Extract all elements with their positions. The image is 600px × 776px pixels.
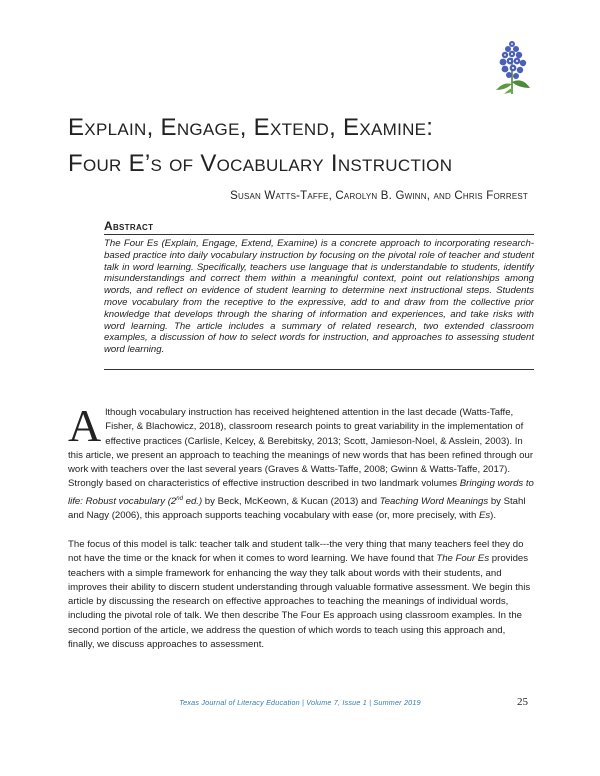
abstract-heading: Abstract bbox=[104, 219, 154, 233]
title-line-2: Four E’s of Vocabulary Instruction bbox=[68, 150, 453, 177]
book-title-1: Bringing words to life: Robust vocabulary (2nd ed.) bbox=[68, 478, 534, 507]
journal-footer: Texas Journal of Literacy Education | Volume 7, Issue 1 | Summer 2019 bbox=[179, 698, 421, 707]
para1-text-b: by Beck, McKeown, & Kucan (2013) and bbox=[202, 495, 380, 507]
abstract-text: The Four Es (Explain, Engage, Extend, Examine) is a concrete approach to incorporating research-based practice into daily vocabulary instruction by focusing on the pivotal role of teacher and student talk in word learning. Specifically, teachers use language that is understandable to students, identify misunderstandings and correct them within a meaningful context, point out relationships among words, and reflect on evidence of student learning to determine next instructional steps. Students move vocabulary from the receptive to the expressive, add to and draw from the collective prior knowledge that develops through the sharing of information and experiences, and take risks with word learning. The article includes a summary of related research, two extended classroom examples, a discussion of how to select words for instruction, and approaches to assessing student word learning. bbox=[104, 238, 534, 356]
para1-text-a: lthough vocabulary instruction has received heightened attention in the last decade (Watts-Taffe, Fisher, & Blachowicz, 2018), classroom research points to great variability in the implementation of effective practices (Carlisle, Kelcey, & Berebitsky, 2013; Scott, Jamieson-Noel, & Asslein, 2003). In this article, we present an approach to teaching the meanings of new words that has been refined through our work with teachers over the last several years (Graves & Watts-Taffe, 2008; Gwinn & Watts-Taffe, 2017). Strongly based on characteristics of effective instruction described in two landmark volumes bbox=[68, 407, 534, 490]
para1-text-c: by Stahl and Nagy (2006), this approach supports teaching vocabulary with ease (or, more precisely, with bbox=[68, 495, 526, 522]
page-number: 25 bbox=[517, 696, 528, 708]
abstract-top-rule bbox=[104, 234, 534, 235]
four-es-emphasis: The Four Es bbox=[436, 553, 490, 565]
para1-text-d: ). bbox=[490, 510, 497, 522]
bluebonnet-flower-icon bbox=[490, 38, 534, 94]
para2-text-a: The focus of this model is talk: teacher talk and student talk---the very thing that many teachers feel they do not have the time or the knack for when it comes to word learning. We have found that bbox=[68, 539, 524, 565]
es-emphasis: Es bbox=[478, 510, 491, 522]
body-paragraph-1 bbox=[68, 400, 534, 524]
abstract-bottom-rule bbox=[104, 369, 534, 370]
body-paragraph-2 bbox=[68, 538, 534, 652]
article-title bbox=[68, 110, 538, 182]
drop-cap: A bbox=[68, 400, 102, 451]
title-line-1: Explain, Engage, Extend, Examine: bbox=[68, 114, 434, 141]
para2-text-b: provides teachers with a simple framework for enhancing the way they talk about words with their students, and improves their ability to discern student understanding through valuable formative assessment. We begin this article by discussing the research on effective approaches to teaching the meanings of individual words, including the pivotal role of talk. We then describe The Four Es approach using classroom examples. In the second portion of the article, we address the question of which words to teach using this approach and, finally, we discuss approaches to assessment. bbox=[68, 553, 531, 651]
book-title-2: Teaching Word Meanings bbox=[379, 495, 489, 507]
author-list: Susan Watts-Taffe, Carolyn B. Gwinn, and Chris Forrest bbox=[230, 190, 528, 202]
